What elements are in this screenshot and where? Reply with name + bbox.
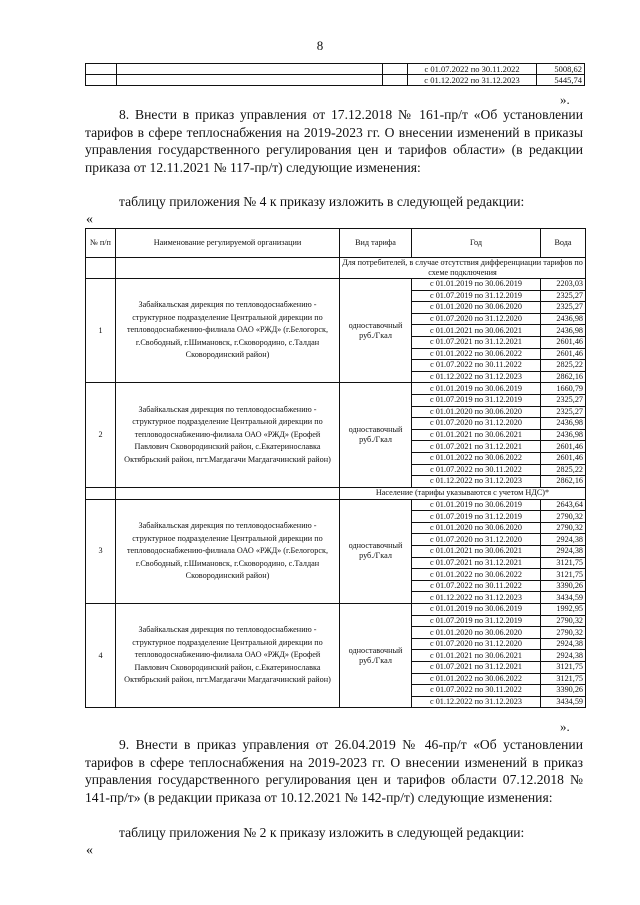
period-cell: с 01.01.2022 по 30.06.2022	[412, 348, 541, 360]
section-consumers: Для потребителей, в случае отсутствия дифференциации тарифов по схеме подключения	[340, 258, 586, 279]
value-cell: 3121,75	[541, 673, 586, 685]
value-cell: 2601,46	[541, 452, 586, 464]
period-cell: с 01.01.2021 по 30.06.2021	[412, 650, 541, 662]
closing-quote-top: ».	[560, 92, 570, 107]
period-cell: с 01.01.2020 по 30.06.2020	[412, 406, 541, 418]
value-cell: 2790,32	[541, 627, 586, 639]
paragraph-9-sub: таблицу приложения № 2 к приказу изложить в следующей редакции:	[119, 825, 525, 840]
value-cell: 2325,27	[541, 394, 586, 406]
period-cell: с 01.01.2021 по 30.06.2021	[412, 546, 541, 558]
period-cell: с 01.01.2021 по 30.06.2021	[412, 325, 541, 337]
top-cell-period: с 01.12.2022 по 31.12.2023	[407, 75, 536, 86]
period-cell: с 01.07.2022 по 30.11.2022	[412, 580, 541, 592]
period-cell: с 01.12.2022 по 31.12.2023	[412, 696, 541, 708]
value-cell: 2924,38	[541, 546, 586, 558]
period-cell: с 01.07.2019 по 31.12.2019	[412, 615, 541, 627]
organization-cell	[116, 499, 340, 603]
value-cell: 2436,98	[541, 418, 586, 430]
period-cell: с 01.12.2022 по 31.12.2023	[412, 371, 541, 383]
closing-quote-main: ».	[560, 719, 570, 734]
row-number: 3	[86, 499, 116, 603]
row-number: 1	[86, 279, 116, 383]
period-cell: с 01.07.2020 по 31.12.2020	[412, 313, 541, 325]
value-cell: 2643,64	[541, 499, 586, 511]
value-cell: 1992,95	[541, 604, 586, 616]
organization-name: Забайкальская дирекция по тепловодоснабжению - структурное подразделение Центральной дирекции по тепловодоснабжению-филиала ОАО «РЖД» (Ерофей Павлович Сковородинский район, с.Екатеринославка Октябрьский район, пгт.Магдагачи Магдагачинский район)	[124, 625, 331, 685]
value-cell: 2436,98	[541, 325, 586, 337]
section-blank-no	[86, 487, 116, 499]
top-cell-no	[86, 75, 117, 86]
period-cell: с 01.01.2022 по 30.06.2022	[412, 673, 541, 685]
top-cell-value: 5445,74	[537, 75, 585, 86]
tariff-type: одноставочный руб./Гкал	[340, 499, 412, 603]
period-cell: с 01.07.2020 по 31.12.2020	[412, 638, 541, 650]
organization-name: Забайкальская дирекция по тепловодоснабжению - структурное подразделение Центральной дирекции по тепловодоснабжению-филиала ОАО «РЖД» (г.Белогорск, г.Свободный, г.Шимановск, г.Сковородино, с.Талдан Сковородинский район)	[126, 300, 329, 360]
top-cell-tariff	[383, 75, 408, 86]
table-row	[86, 499, 586, 511]
period-cell: с 01.07.2021 по 31.12.2021	[412, 557, 541, 569]
value-cell: 1660,79	[541, 383, 586, 395]
period-cell: с 01.07.2022 по 30.11.2022	[412, 464, 541, 476]
top-cell-no	[86, 64, 117, 75]
header-org: Наименование регулируемой организации	[116, 229, 340, 258]
period-cell: с 01.07.2020 по 31.12.2020	[412, 534, 541, 546]
period-cell: с 01.01.2019 по 30.06.2019	[412, 499, 541, 511]
value-cell: 3434,59	[541, 696, 586, 708]
period-cell: с 01.01.2019 по 30.06.2019	[412, 279, 541, 291]
period-cell: с 01.07.2022 по 30.11.2022	[412, 685, 541, 697]
value-cell: 2790,32	[541, 615, 586, 627]
period-cell: с 01.07.2021 по 31.12.2021	[412, 662, 541, 674]
section-blank-org	[116, 487, 340, 499]
table-row	[86, 604, 586, 616]
header-no: № п/п	[86, 229, 116, 258]
top-table-row	[86, 64, 585, 75]
value-cell: 2436,98	[541, 313, 586, 325]
paragraph-9	[85, 736, 583, 806]
value-cell: 2436,98	[541, 429, 586, 441]
paragraph-8-sub: таблицу приложения № 4 к приказу изложить в следующей редакции:	[119, 194, 525, 209]
row-number: 2	[86, 383, 116, 487]
top-cell-org	[116, 75, 383, 86]
value-cell: 2790,32	[541, 511, 586, 523]
tariff-type: одноставочный руб./Гкал	[340, 279, 412, 383]
organization-cell	[116, 279, 340, 383]
organization-cell	[116, 604, 340, 708]
value-cell: 3390,26	[541, 685, 586, 697]
value-cell: 2862,16	[541, 371, 586, 383]
period-cell: с 01.07.2019 по 31.12.2019	[412, 511, 541, 523]
organization-cell	[116, 383, 340, 487]
period-cell: с 01.01.2020 по 30.06.2020	[412, 522, 541, 534]
table-row	[86, 383, 586, 395]
section-population: Население (тарифы указываются с учетом НДС)*	[340, 487, 586, 499]
section-blank-no	[86, 258, 116, 279]
value-cell: 2825,22	[541, 464, 586, 476]
section-blank-org	[116, 258, 340, 279]
page-number: 8	[316, 38, 324, 53]
value-cell: 2601,46	[541, 348, 586, 360]
organization-name: Забайкальская дирекция по тепловодоснабжению - структурное подразделение Центральной дирекции по тепловодоснабжению-филиала ОАО «РЖД» (г.Белогорск, г.Свободный, г.Шимановск, г.Сковородино, с.Талдан Сковородинский район)	[126, 521, 329, 581]
period-cell: с 01.01.2020 по 30.06.2020	[412, 627, 541, 639]
top-table-fragment	[85, 63, 585, 86]
paragraph-8-text: 8. Внести в приказ управления от 17.12.2018 № 161-пр/т «Об установлении тарифов в сфере теплоснабжения на 2019-2023 гг. О внесении изменений в приказы управления государственного регулирования цен и тарифов области» (в редакции приказа от 12.11.2021 № 117-пр/т) следующие изменения:	[85, 107, 583, 175]
period-cell: с 01.01.2021 по 30.06.2021	[412, 429, 541, 441]
period-cell: с 01.07.2020 по 31.12.2020	[412, 418, 541, 430]
period-cell: с 01.01.2019 по 30.06.2019	[412, 604, 541, 616]
value-cell: 2325,27	[541, 406, 586, 418]
tariff-table	[85, 228, 586, 708]
value-cell: 3121,75	[541, 569, 586, 581]
value-cell: 2924,38	[541, 638, 586, 650]
period-cell: с 01.07.2021 по 31.12.2021	[412, 441, 541, 453]
top-cell-tariff	[383, 64, 408, 75]
value-cell: 2601,46	[541, 441, 586, 453]
open-quote-9: «	[86, 843, 93, 858]
period-cell: с 01.07.2021 по 31.12.2021	[412, 336, 541, 348]
value-cell: 2601,46	[541, 336, 586, 348]
value-cell: 3121,75	[541, 662, 586, 674]
value-cell: 2325,27	[541, 302, 586, 314]
value-cell: 2325,27	[541, 290, 586, 302]
header-water: Вода	[541, 229, 586, 258]
value-cell: 2862,16	[541, 476, 586, 488]
value-cell: 2924,38	[541, 534, 586, 546]
tariff-type: одноставочный руб./Гкал	[340, 604, 412, 708]
table-row	[86, 279, 586, 291]
period-cell: с 01.07.2022 по 30.11.2022	[412, 360, 541, 372]
header-year: Год	[412, 229, 541, 258]
organization-name: Забайкальская дирекция по тепловодоснабжению - структурное подразделение Центральной дирекции по тепловодоснабжению-филиала ОАО «РЖД» (Ерофей Павлович Сковородинский район, с.Екатеринославка Октябрьский район, пгт.Магдагачи Магдагачинский район)	[124, 404, 331, 464]
top-cell-period: с 01.07.2022 по 30.11.2022	[407, 64, 536, 75]
top-table-row	[86, 75, 585, 86]
period-cell: с 01.12.2022 по 31.12.2023	[412, 476, 541, 488]
period-cell: с 01.07.2019 по 31.12.2019	[412, 290, 541, 302]
value-cell: 3121,75	[541, 557, 586, 569]
paragraph-8	[85, 106, 583, 176]
period-cell: с 01.01.2020 по 30.06.2020	[412, 302, 541, 314]
value-cell: 3390,26	[541, 580, 586, 592]
period-cell: с 01.07.2019 по 31.12.2019	[412, 394, 541, 406]
open-quote-8: «	[86, 212, 93, 227]
section-population-row	[86, 487, 586, 499]
value-cell: 2203,03	[541, 279, 586, 291]
period-cell: с 01.01.2022 по 30.06.2022	[412, 569, 541, 581]
period-cell: с 01.01.2019 по 30.06.2019	[412, 383, 541, 395]
value-cell: 3434,59	[541, 592, 586, 604]
paragraph-9-text: 9. Внести в приказ управления от 26.04.2019 № 46-пр/т «Об установлении тарифов в сфере теплоснабжения на 2019-2023 гг. О внесении изменений в приказ управления государственного регулирования цен и тарифов области 07.12.2018 № 141-пр/т» (в редакции приказа от 10.12.2021 № 142-пр/т) следующие изменения:	[85, 737, 583, 805]
top-cell-value: 5008,62	[537, 64, 585, 75]
header-tariff: Вид тарифа	[340, 229, 412, 258]
top-cell-org	[116, 64, 383, 75]
value-cell: 2825,22	[541, 360, 586, 372]
section-consumers-row	[86, 258, 586, 279]
value-cell: 2790,32	[541, 522, 586, 534]
value-cell: 2924,38	[541, 650, 586, 662]
period-cell: с 01.01.2022 по 30.06.2022	[412, 452, 541, 464]
row-number: 4	[86, 604, 116, 708]
period-cell: с 01.12.2022 по 31.12.2023	[412, 592, 541, 604]
tariff-type: одноставочный руб./Гкал	[340, 383, 412, 487]
